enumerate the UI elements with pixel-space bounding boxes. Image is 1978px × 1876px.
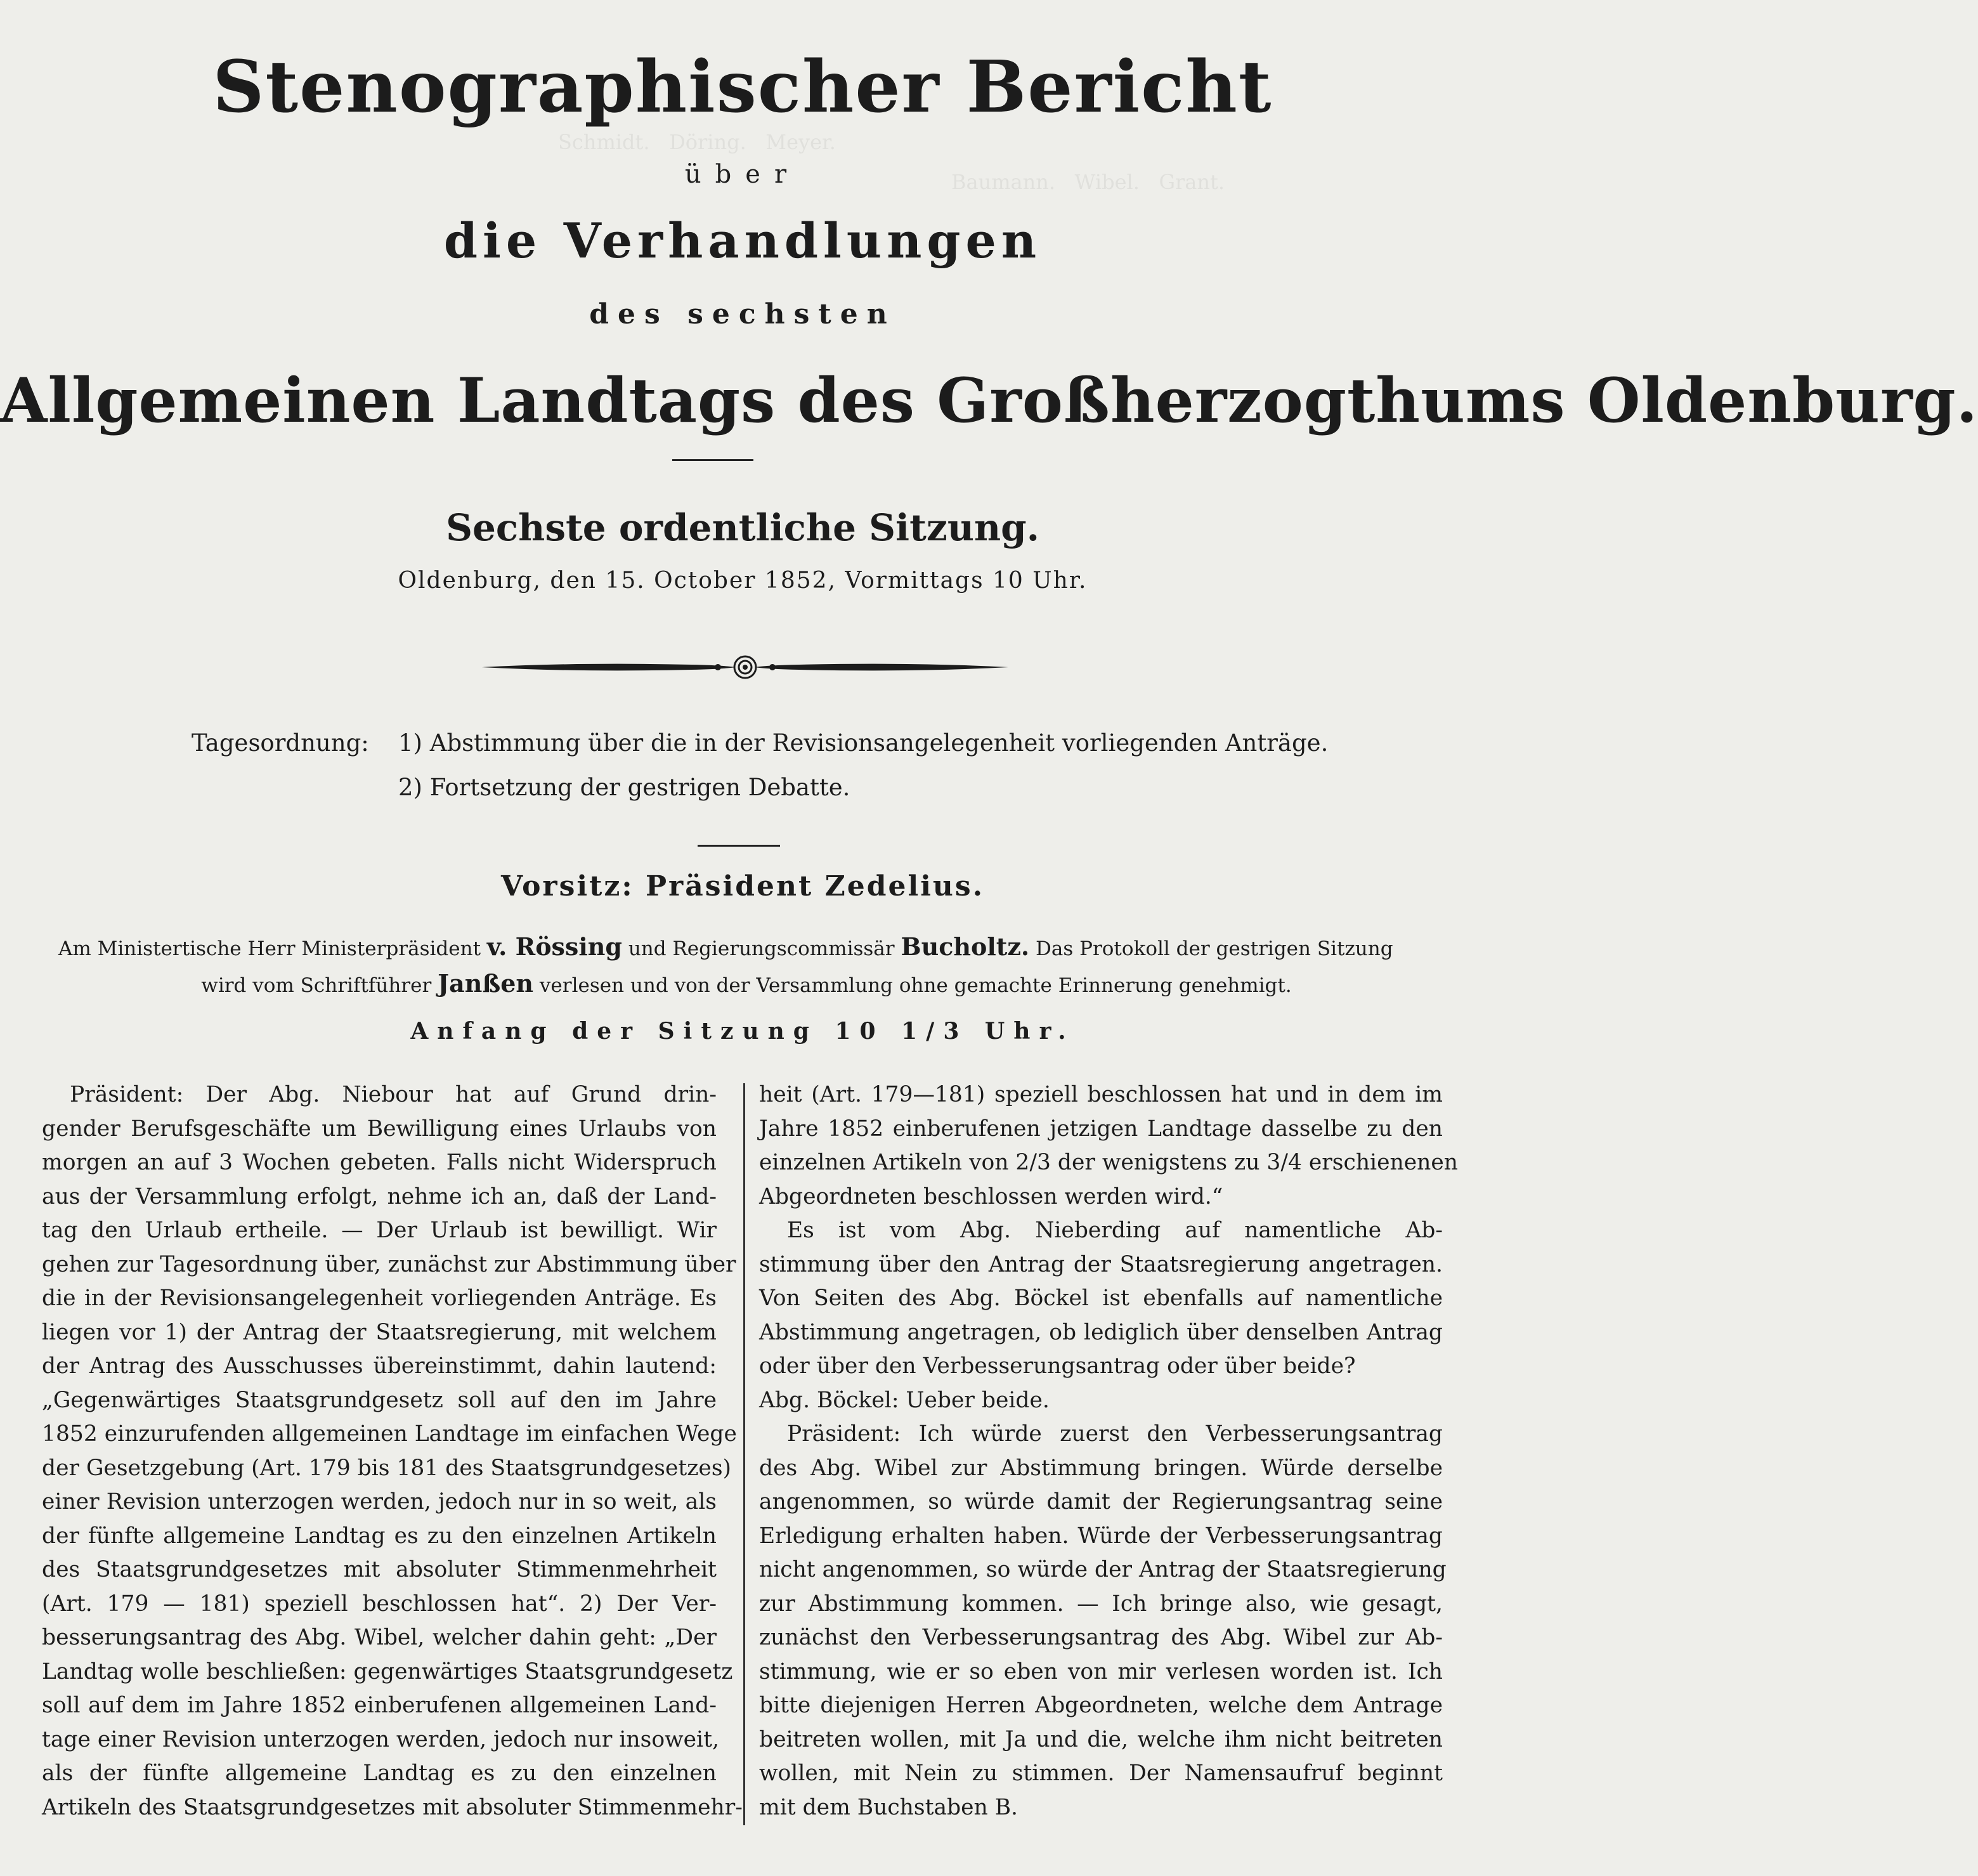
text-line: gehen zur Tagesordnung über, zunächst zur Abstimmung über [42, 1251, 736, 1277]
title-proceedings: die Verhandlungen [443, 212, 1042, 269]
text-line: Abgeordneten beschlossen werden wird.“ [759, 1183, 1223, 1209]
column-divider [743, 1083, 745, 1825]
text-line: wollen, mit Nein zu stimmen. Der Namensaufruf beginnt [759, 1761, 1443, 1786]
title-sixth: des sechsten [589, 298, 896, 330]
text-line: Von Seiten des Abg. Böckel ist ebenfalls auf namentliche [759, 1286, 1443, 1311]
text-line: einer Revision unterzogen werden, jedoch nur in so weit, als [42, 1489, 717, 1514]
text-line: bitte diejenigen Herren Abgeordneten, welche dem Antrage [759, 1693, 1443, 1718]
text-line: oder über den Verbesserungsantrag oder über beide? [759, 1353, 1356, 1379]
text-line: „Gegenwärtiges Staatsgrundgesetz soll auf den im Jahre [42, 1387, 717, 1413]
place-date: Oldenburg, den 15. October 1852, Vormittags 10 Uhr. [398, 568, 1088, 594]
left-column [42, 1078, 743, 1825]
text-line: (Art. 179 — 181) speziell beschlossen hat“. 2) Der Ver- [42, 1591, 717, 1617]
presence-mid: und Regierungscommissär [628, 937, 895, 960]
text-line: angenommen, so würde damit der Regierungsantrag seine [759, 1489, 1443, 1514]
title-over: über [684, 160, 801, 189]
presence-line [58, 969, 1435, 998]
secretary-name: Janßen [438, 969, 534, 998]
presence-line2-prefix: wird vom Schriftführer [201, 974, 432, 997]
text-line: der fünfte allgemeine Landtag es zu den einzelnen Artikeln [42, 1523, 717, 1549]
text-line: zur Abstimmung kommen. — Ich bringe also, wie gesagt, [759, 1591, 1443, 1617]
text-line: liegen vor 1) der Antrag der Staatsregierung, mit welchem [42, 1319, 717, 1345]
text-line: der Antrag des Ausschusses übereinstimmt, dahin lautend: [42, 1353, 717, 1379]
agenda-label: Tagesordnung: [192, 729, 369, 757]
chair-line: Vorsitz: Präsident Zedelius. [500, 870, 985, 902]
text-line: Abg. Böckel: Ueber beide. [759, 1387, 1050, 1413]
text-line: Landtag wolle beschließen: gegenwärtiges Staatsgrundgesetz [42, 1658, 733, 1684]
text-line: die in der Revisionsangelegenheit vorliegenden Anträge. Es [42, 1286, 717, 1311]
agenda-rule [698, 845, 780, 847]
text-line: besserungsantrag des Abg. Wibel, welcher dahin geht: „Der [42, 1625, 717, 1650]
text-line: als der fünfte allgemeine Landtag es zu den einzelnen [42, 1761, 717, 1786]
text-line: stimmung über den Antrag der Staatsregierung angetragen. [759, 1251, 1443, 1277]
assembly-title: Allgemeinen Landtags des Großherzogthums Oldenburg. [0, 365, 1978, 436]
text-line: heit (Art. 179—181) speziell beschlossen hat und in dem im [759, 1082, 1443, 1107]
text-line: soll auf dem im Jahre 1852 einberufenen allgemeinen Land- [42, 1693, 717, 1718]
presence-line [58, 932, 1435, 961]
text-line: einzelnen Artikeln von 2/3 der wenigstens zu 3/4 erschienenen [759, 1150, 1458, 1175]
text-line: tage einer Revision unterzogen werden, jedoch nur insoweit, [42, 1726, 719, 1752]
report-title: Stenographischer Bericht [212, 46, 1273, 129]
text-line: stimmung, wie er so eben von mir verlesen worden ist. Ich [759, 1658, 1443, 1684]
session-start: Anfang der Sitzung 10 1/3 Uhr. [410, 1018, 1075, 1045]
text-line: des Staatsgrundgesetzes mit absoluter Stimmenmehrheit [42, 1557, 717, 1582]
agenda-item: 2) Fortsetzung der gestrigen Debatte. [398, 774, 850, 801]
agenda-item: 1) Abstimmung über die in der Revisionsangelegenheit vorliegenden Anträge. [398, 729, 1329, 757]
minister-name: v. Rössing [486, 932, 622, 961]
text-line: beitreten wollen, mit Ja und die, welche ihm nicht beitreten [759, 1726, 1443, 1752]
presence-line2-suffix: verlesen und von der Versammlung ohne gemachte Erinnerung genehmigt. [539, 974, 1292, 997]
text-line: morgen an auf 3 Wochen gebeten. Falls nicht Widerspruch [42, 1150, 717, 1175]
text-line: der Gesetzgebung (Art. 179 bis 181 des Staatsgrundgesetzes) [42, 1455, 731, 1481]
text-line: zunächst den Verbesserungsantrag des Abg. Wibel zur Ab- [759, 1625, 1443, 1650]
text-line: Abstimmung angetragen, ob lediglich über denselben Antrag [759, 1319, 1443, 1345]
commissioner-name: Bucholtz. [901, 932, 1030, 961]
text-line: Jahre 1852 einberufenen jetzigen Landtage dasselbe zu den [759, 1116, 1443, 1142]
title-rule [672, 459, 753, 461]
bleed-through-text: Schmidt. Döring. Meyer. [558, 130, 836, 154]
text-line: gender Berufsgeschäfte um Bewilligung eines Urlaubs von [42, 1116, 717, 1142]
text-line: 1852 einzurufenden allgemeinen Landtage im einfachen Wege [42, 1421, 737, 1447]
bleed-through-text: Baumann. Wibel. Grant. [951, 170, 1225, 194]
text-line: Präsident: Ich würde zuerst den Verbesserungsantrag [787, 1421, 1443, 1447]
presence-prefix: Am Ministertische Herr Ministerpräsident [58, 937, 481, 960]
presence-suffix: Das Protokoll der gestrigen Sitzung [1035, 937, 1393, 960]
session-title: Sechste ordentliche Sitzung. [446, 506, 1039, 549]
text-line: mit dem Buchstaben B. [759, 1794, 1018, 1820]
ornament-divider [482, 655, 1008, 680]
text-line: aus der Versammlung erfolgt, nehme ich an, daß der Land- [42, 1183, 717, 1209]
text-line: tag den Urlaub ertheile. — Der Urlaub ist bewilligt. Wir [42, 1218, 717, 1243]
text-line: Es ist vom Abg. Nieberding auf namentliche Ab- [787, 1218, 1443, 1243]
text-line: des Abg. Wibel zur Abstimmung bringen. Würde derselbe [759, 1455, 1443, 1481]
right-column [759, 1078, 1458, 1825]
text-line: Artikeln des Staatsgrundgesetzes mit absoluter Stimmenmehr- [42, 1794, 743, 1820]
text-line: nicht angenommen, so würde der Antrag der Staatsregierung [759, 1557, 1447, 1582]
text-line: Präsident: Der Abg. Niebour hat auf Grund drin- [70, 1082, 717, 1107]
text-line: Erledigung erhalten haben. Würde der Verbesserungsantrag [759, 1523, 1443, 1549]
